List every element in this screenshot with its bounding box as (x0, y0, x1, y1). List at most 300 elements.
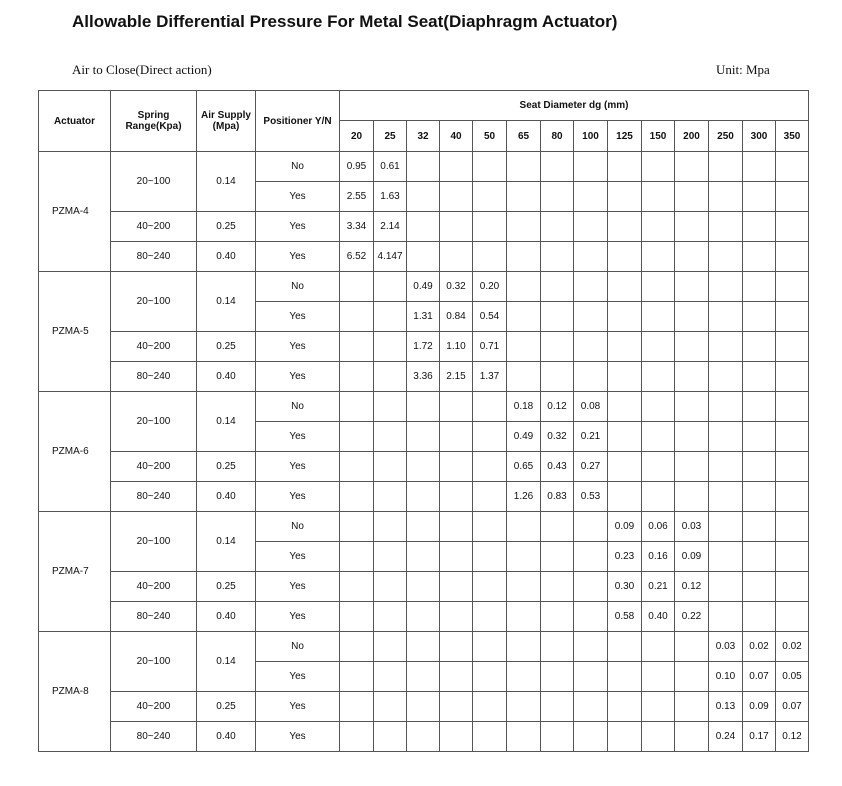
pressure-value-cell (473, 542, 507, 572)
pressure-value-cell (407, 452, 440, 482)
pressure-value-cell (473, 152, 507, 182)
pressure-value-cell (642, 662, 675, 692)
pressure-value-cell: 0.32 (440, 272, 473, 302)
pressure-value-cell (675, 662, 709, 692)
spring-range-cell: 20~100 (111, 512, 197, 572)
pressure-value-cell: 0.06 (642, 512, 675, 542)
pressure-value-cell (776, 392, 809, 422)
pressure-value-cell (541, 512, 574, 542)
positioner-cell: Yes (256, 212, 340, 242)
positioner-cell: Yes (256, 422, 340, 452)
pressure-value-cell (440, 212, 473, 242)
pressure-value-cell (574, 512, 608, 542)
pressure-value-cell (374, 512, 407, 542)
pressure-value-cell (340, 452, 374, 482)
pressure-value-cell (675, 692, 709, 722)
air-supply-cell: 0.14 (197, 152, 256, 212)
pressure-value-cell: 0.17 (743, 722, 776, 752)
pressure-value-cell (709, 362, 743, 392)
pressure-value-cell: 1.72 (407, 332, 440, 362)
pressure-value-cell (340, 692, 374, 722)
pressure-value-cell (407, 692, 440, 722)
pressure-value-cell (507, 542, 541, 572)
pressure-value-cell (642, 362, 675, 392)
pressure-value-cell (473, 182, 507, 212)
positioner-cell: Yes (256, 602, 340, 632)
pressure-value-cell (574, 242, 608, 272)
table-row (39, 242, 809, 272)
pressure-value-cell (507, 182, 541, 212)
pressure-value-cell (407, 632, 440, 662)
pressure-value-cell (642, 212, 675, 242)
pressure-value-cell: 0.13 (709, 692, 743, 722)
pressure-value-cell: 1.31 (407, 302, 440, 332)
pressure-value-cell (608, 332, 642, 362)
pressure-value-cell (340, 272, 374, 302)
pressure-value-cell (709, 542, 743, 572)
pressure-value-cell (407, 542, 440, 572)
pressure-value-cell (507, 512, 541, 542)
header-spring-range: Spring Range(Kpa) (111, 91, 197, 152)
pressure-value-cell (642, 692, 675, 722)
pressure-value-cell: 0.20 (473, 272, 507, 302)
pressure-value-cell (743, 482, 776, 512)
pressure-value-cell (541, 662, 574, 692)
pressure-value-cell (743, 452, 776, 482)
pressure-value-cell: 3.36 (407, 362, 440, 392)
spring-range-cell: 80~240 (111, 362, 197, 392)
pressure-value-cell (440, 602, 473, 632)
pressure-value-cell (574, 152, 608, 182)
pressure-value-cell (507, 152, 541, 182)
pressure-value-cell (574, 602, 608, 632)
pressure-value-cell: 0.02 (776, 632, 809, 662)
header-seat-diameter: Seat Diameter dg (mm) (340, 91, 809, 121)
pressure-value-cell (709, 272, 743, 302)
pressure-value-cell (407, 722, 440, 752)
pressure-value-cell (574, 302, 608, 332)
pressure-value-cell (440, 182, 473, 212)
pressure-value-cell: 0.23 (608, 542, 642, 572)
pressure-value-cell (743, 392, 776, 422)
air-supply-cell: 0.40 (197, 602, 256, 632)
pressure-value-cell (776, 332, 809, 362)
pressure-value-cell: 0.71 (473, 332, 507, 362)
pressure-value-cell (473, 632, 507, 662)
pressure-value-cell (440, 542, 473, 572)
pressure-value-cell (776, 422, 809, 452)
pressure-value-cell: 0.10 (709, 662, 743, 692)
spring-range-cell: 20~100 (111, 632, 197, 692)
pressure-value-cell (407, 422, 440, 452)
unit-label: Unit: Mpa (716, 62, 770, 77)
pressure-value-cell (776, 482, 809, 512)
pressure-value-cell (407, 512, 440, 542)
pressure-value-cell (776, 272, 809, 302)
positioner-cell: Yes (256, 572, 340, 602)
pressure-value-cell: 0.02 (743, 632, 776, 662)
pressure-value-cell (743, 272, 776, 302)
pressure-value-cell: 0.43 (541, 452, 574, 482)
positioner-cell: Yes (256, 242, 340, 272)
actuator-cell: PZMA-7 (39, 512, 111, 632)
pressure-value-cell (507, 632, 541, 662)
header-air-supply: Air Supply (Mpa) (197, 91, 256, 152)
pressure-value-cell (374, 362, 407, 392)
pressure-value-cell (407, 482, 440, 512)
pressure-value-cell (374, 452, 407, 482)
pressure-value-cell (541, 362, 574, 392)
header-seat-size: 150 (642, 121, 675, 152)
pressure-value-cell: 0.58 (608, 602, 642, 632)
header-seat-size: 250 (709, 121, 743, 152)
pressure-value-cell (440, 392, 473, 422)
pressure-value-cell (374, 272, 407, 302)
pressure-value-cell (776, 362, 809, 392)
pressure-value-cell (743, 542, 776, 572)
pressure-value-cell: 1.63 (374, 182, 407, 212)
pressure-value-cell (608, 422, 642, 452)
pressure-value-cell (541, 242, 574, 272)
pressure-value-cell (709, 242, 743, 272)
header-seat-size: 300 (743, 121, 776, 152)
pressure-value-cell (608, 242, 642, 272)
spring-range-cell: 40~200 (111, 212, 197, 242)
pressure-value-cell: 0.05 (776, 662, 809, 692)
air-supply-cell: 0.25 (197, 452, 256, 482)
spring-range-cell: 80~240 (111, 482, 197, 512)
pressure-value-cell (574, 572, 608, 602)
header-seat-size: 100 (574, 121, 608, 152)
pressure-value-cell: 2.15 (440, 362, 473, 392)
pressure-value-cell: 0.12 (776, 722, 809, 752)
header-seat-size: 80 (541, 121, 574, 152)
pressure-value-cell (440, 692, 473, 722)
pressure-value-cell (473, 692, 507, 722)
pressure-value-cell: 0.03 (675, 512, 709, 542)
pressure-value-cell (675, 422, 709, 452)
pressure-value-cell: 4.147 (374, 242, 407, 272)
pressure-value-cell (709, 332, 743, 362)
pressure-value-cell (776, 242, 809, 272)
pressure-value-cell (541, 542, 574, 572)
table-row (39, 452, 809, 482)
pressure-value-cell (374, 662, 407, 692)
air-supply-cell: 0.40 (197, 482, 256, 512)
spring-range-cell: 40~200 (111, 332, 197, 362)
pressure-value-cell: 0.49 (407, 272, 440, 302)
pressure-value-cell: 0.49 (507, 422, 541, 452)
pressure-value-cell (743, 572, 776, 602)
pressure-value-cell (440, 482, 473, 512)
positioner-cell: Yes (256, 542, 340, 572)
header-positioner: Positioner Y/N (256, 91, 340, 152)
pressure-value-cell (675, 332, 709, 362)
pressure-value-cell (407, 242, 440, 272)
header-seat-size: 40 (440, 121, 473, 152)
spring-range-cell: 40~200 (111, 692, 197, 722)
pressure-value-cell (743, 512, 776, 542)
positioner-cell: No (256, 272, 340, 302)
pressure-value-cell (574, 362, 608, 392)
pressure-value-cell (541, 272, 574, 302)
pressure-value-cell (675, 152, 709, 182)
pressure-value-cell (675, 392, 709, 422)
pressure-value-cell (776, 302, 809, 332)
pressure-value-cell (574, 692, 608, 722)
pressure-value-cell: 0.12 (675, 572, 709, 602)
pressure-value-cell (507, 692, 541, 722)
pressure-value-cell: 0.09 (675, 542, 709, 572)
air-supply-cell: 0.40 (197, 362, 256, 392)
table-row (39, 572, 809, 602)
pressure-value-cell (407, 662, 440, 692)
pressure-value-cell: 0.09 (743, 692, 776, 722)
spring-range-cell: 40~200 (111, 572, 197, 602)
pressure-value-cell: 6.52 (340, 242, 374, 272)
pressure-value-cell (541, 692, 574, 722)
pressure-value-cell (440, 632, 473, 662)
pressure-value-cell (574, 632, 608, 662)
pressure-value-cell: 0.32 (541, 422, 574, 452)
pressure-value-cell (407, 572, 440, 602)
header-seat-size: 200 (675, 121, 709, 152)
pressure-value-cell (608, 722, 642, 752)
pressure-value-cell (642, 242, 675, 272)
pressure-value-cell: 0.07 (743, 662, 776, 692)
positioner-cell: Yes (256, 332, 340, 362)
pressure-value-cell (340, 422, 374, 452)
pressure-value-cell (709, 302, 743, 332)
pressure-value-cell: 0.95 (340, 152, 374, 182)
pressure-value-cell (340, 572, 374, 602)
pressure-value-cell: 0.12 (541, 392, 574, 422)
air-supply-cell: 0.25 (197, 572, 256, 602)
pressure-value-cell (340, 542, 374, 572)
pressure-value-cell (743, 422, 776, 452)
pressure-value-cell (340, 482, 374, 512)
pressure-value-cell (743, 362, 776, 392)
table-row (39, 152, 809, 182)
pressure-value-cell (507, 302, 541, 332)
pressure-value-cell (340, 392, 374, 422)
pressure-value-cell (608, 632, 642, 662)
pressure-value-cell (407, 212, 440, 242)
air-supply-cell: 0.25 (197, 212, 256, 242)
spring-range-cell: 80~240 (111, 722, 197, 752)
pressure-value-cell (541, 152, 574, 182)
pressure-value-cell: 0.40 (642, 602, 675, 632)
table-row (39, 692, 809, 722)
pressure-value-cell (473, 482, 507, 512)
pressure-value-cell: 1.26 (507, 482, 541, 512)
table-row (39, 602, 809, 632)
pressure-value-cell (675, 272, 709, 302)
pressure-value-cell (642, 302, 675, 332)
air-supply-cell: 0.25 (197, 332, 256, 362)
pressure-value-cell (541, 632, 574, 662)
spring-range-cell: 20~100 (111, 392, 197, 452)
pressure-value-cell (776, 602, 809, 632)
pressure-value-cell (407, 152, 440, 182)
pressure-value-cell (473, 452, 507, 482)
pressure-value-cell (374, 602, 407, 632)
pressure-value-cell (776, 182, 809, 212)
air-supply-cell: 0.25 (197, 692, 256, 722)
pressure-value-cell (642, 182, 675, 212)
pressure-value-cell (473, 212, 507, 242)
pressure-value-cell (608, 452, 642, 482)
pressure-value-cell (675, 452, 709, 482)
pressure-value-cell (642, 722, 675, 752)
actuator-cell: PZMA-4 (39, 152, 111, 272)
table-row (39, 512, 809, 542)
pressure-value-cell (473, 392, 507, 422)
pressure-value-cell (608, 182, 642, 212)
pressure-value-cell (407, 182, 440, 212)
pressure-value-cell (340, 632, 374, 662)
pressure-value-cell (440, 152, 473, 182)
pressure-value-cell: 0.09 (608, 512, 642, 542)
pressure-value-cell (776, 452, 809, 482)
pressure-value-cell (507, 332, 541, 362)
pressure-value-cell: 1.10 (440, 332, 473, 362)
pressure-value-cell (541, 332, 574, 362)
pressure-value-cell (374, 722, 407, 752)
pressure-value-cell (709, 572, 743, 602)
pressure-value-cell (507, 572, 541, 602)
pressure-value-cell (507, 662, 541, 692)
table-row (39, 332, 809, 362)
spring-range-cell: 80~240 (111, 242, 197, 272)
pressure-value-cell: 2.55 (340, 182, 374, 212)
pressure-value-cell (642, 482, 675, 512)
header-seat-size: 350 (776, 121, 809, 152)
pressure-value-cell (473, 722, 507, 752)
pressure-value-cell (776, 572, 809, 602)
pressure-value-cell (473, 242, 507, 272)
pressure-value-cell (709, 512, 743, 542)
positioner-cell: No (256, 632, 340, 662)
positioner-cell: No (256, 152, 340, 182)
pressure-value-cell (709, 212, 743, 242)
pressure-value-cell (574, 722, 608, 752)
pressure-value-cell (608, 662, 642, 692)
spring-range-cell: 40~200 (111, 452, 197, 482)
pressure-value-cell (709, 422, 743, 452)
pressure-value-cell (440, 722, 473, 752)
pressure-value-cell (574, 272, 608, 302)
air-supply-cell: 0.14 (197, 272, 256, 332)
pressure-value-cell (507, 212, 541, 242)
pressure-value-cell (374, 542, 407, 572)
pressure-value-cell: 0.08 (574, 392, 608, 422)
pressure-value-cell: 0.84 (440, 302, 473, 332)
pressure-value-cell (574, 332, 608, 362)
pressure-value-cell (473, 572, 507, 602)
pressure-value-cell (574, 212, 608, 242)
pressure-value-cell (507, 362, 541, 392)
pressure-value-cell: 0.18 (507, 392, 541, 422)
pressure-value-cell: 0.07 (776, 692, 809, 722)
pressure-value-cell: 0.21 (574, 422, 608, 452)
pressure-value-cell (776, 212, 809, 242)
header-seat-size: 32 (407, 121, 440, 152)
pressure-value-cell: 0.24 (709, 722, 743, 752)
pressure-value-cell (675, 722, 709, 752)
positioner-cell: Yes (256, 452, 340, 482)
pressure-value-cell: 0.27 (574, 452, 608, 482)
table-row (39, 272, 809, 302)
pressure-value-cell (776, 152, 809, 182)
pressure-value-cell: 0.83 (541, 482, 574, 512)
pressure-value-cell (340, 332, 374, 362)
action-subtitle: Air to Close(Direct action) (72, 62, 212, 77)
pressure-value-cell (709, 602, 743, 632)
pressure-value-cell (440, 422, 473, 452)
spring-range-cell: 20~100 (111, 272, 197, 332)
pressure-value-cell: 0.21 (642, 572, 675, 602)
pressure-value-cell (642, 272, 675, 302)
pressure-value-cell (374, 422, 407, 452)
pressure-value-cell (743, 212, 776, 242)
pressure-value-cell: 0.30 (608, 572, 642, 602)
pressure-value-cell (340, 722, 374, 752)
air-supply-cell: 0.40 (197, 722, 256, 752)
actuator-cell: PZMA-8 (39, 632, 111, 752)
pressure-value-cell: 0.65 (507, 452, 541, 482)
pressure-value-cell (541, 302, 574, 332)
pressure-value-cell (608, 392, 642, 422)
spring-range-cell: 80~240 (111, 602, 197, 632)
pressure-value-cell (709, 482, 743, 512)
pressure-value-cell (440, 242, 473, 272)
pressure-value-cell (608, 362, 642, 392)
pressure-value-cell: 0.22 (675, 602, 709, 632)
pressure-value-cell (642, 392, 675, 422)
pressure-value-cell (642, 452, 675, 482)
pressure-value-cell (743, 302, 776, 332)
pressure-value-cell (574, 542, 608, 572)
pressure-value-cell (608, 482, 642, 512)
pressure-value-cell (574, 182, 608, 212)
pressure-value-cell (743, 242, 776, 272)
header-seat-size: 125 (608, 121, 642, 152)
pressure-value-cell: 0.53 (574, 482, 608, 512)
pressure-value-cell (473, 662, 507, 692)
pressure-value-cell (642, 422, 675, 452)
spring-range-cell: 20~100 (111, 152, 197, 212)
pressure-value-cell (675, 302, 709, 332)
table-row (39, 392, 809, 422)
pressure-value-cell (608, 272, 642, 302)
pressure-value-cell (440, 662, 473, 692)
pressure-value-cell (340, 602, 374, 632)
positioner-cell: Yes (256, 722, 340, 752)
pressure-value-cell (340, 662, 374, 692)
pressure-value-cell (374, 692, 407, 722)
positioner-cell: Yes (256, 662, 340, 692)
pressure-value-cell (473, 602, 507, 632)
pressure-value-cell (675, 632, 709, 662)
table-row (39, 722, 809, 752)
pressure-value-cell (507, 242, 541, 272)
positioner-cell: Yes (256, 362, 340, 392)
pressure-value-cell (709, 152, 743, 182)
pressure-value-cell (675, 212, 709, 242)
pressure-value-cell (743, 182, 776, 212)
pressure-value-cell (374, 482, 407, 512)
